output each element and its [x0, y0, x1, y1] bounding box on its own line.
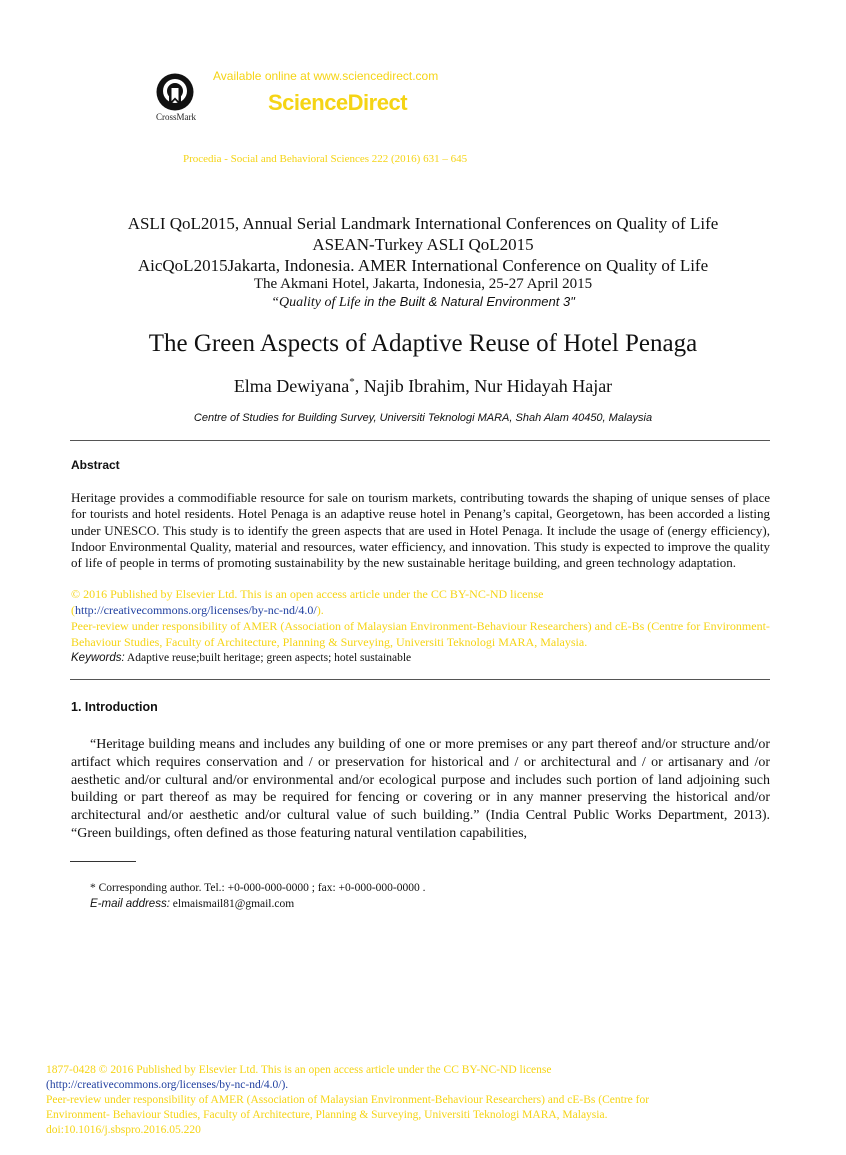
- email-note: [90, 898, 294, 910]
- bottom-license-line: 1877-0428 © 2016 Published by Elsevier Ltd. This is an open access article under the CC BY-NC-ND license: [46, 1064, 552, 1076]
- crossmark-icon[interactable]: [155, 72, 195, 112]
- introduction-text: “Heritage building means and includes any building of one or more premises or any part thereof and/or structure and/or artifact which requires conservation and / or preservation for historical and / or architectural and / or artisanary and /or aesthetic and/or cultural and/or environmental and/or ecological purpose and includes such portion of land adjoining such building or part thereof as may be required for fencing or covering or in any manner preserving the historical and/or architectural and/or aesthetic and/or cultural value of such building.” (India Central Public Works Department, 2013). “Green buildings, often defined as those featuring natural ventilation capabilities,: [71, 737, 770, 841]
- email-label: E-mail address:: [90, 898, 170, 910]
- introduction-heading: 1. Introduction: [71, 700, 158, 714]
- conference-venue: The Akmani Hotel, Jakarta, Indonesia, 25-27 April 2015: [253, 276, 593, 292]
- license-url-line: (http://creativecommons.org/licenses/by-nc-nd/4.0/).: [71, 603, 324, 617]
- corresponding-author-note: * Corresponding author. Tel.: +0-000-000-0000 ; fax: +0-000-000-0000 .: [90, 882, 426, 894]
- author-list: [0, 376, 846, 397]
- conference-theme-part2: in the Built & Natural Environment 3": [360, 294, 575, 309]
- keywords-values: Adaptive reuse;built heritage; green aspects; hotel sustainable: [124, 652, 412, 664]
- keywords-line: [71, 652, 411, 664]
- paper-title: The Green Aspects of Adaptive Reuse of Hotel Penaga: [148, 330, 698, 357]
- peer-review-note: Peer-review under responsibility of AMER (Association of Malaysian Environment-Behaviour Researchers) and cE-Bs (Centre for Environment- Behaviour Studies, Faculty of Architecture, Planning & Surveying, Universiti Teknologi MARA, Malaysia.: [71, 619, 770, 649]
- bottom-license-link[interactable]: (http://creativecommons.org/licenses/by-nc-nd/4.0/).: [46, 1079, 289, 1091]
- bottom-license-block: [46, 1063, 766, 1138]
- crossmark-label: CrossMark: [156, 112, 196, 122]
- abstract-text: Heritage provides a commodifiable resource for sale on tourism markets, contributing towards the shaping of unique senses of place for tourists and hotel residents. Hotel Penaga is an adaptive reuse hotel in Penang’s capital, Georgetown, has been accorded a listing under UNESCO. This study is to identify the green aspects that are used in Hotel Penaga. It include the usage of (energy efficiency), Indoor Environmental Quality, material and resources, water efficiency, and innovation. This study is expected to improve the quality of life of people in terms of promoting sustainability by the new sustainable heritage building, and green technology adaptation.: [71, 490, 770, 571]
- abstract-heading: Abstract: [71, 458, 120, 472]
- conference-theme: [0, 294, 846, 311]
- conference-line-2: ASEAN-Turkey ASLI QoL2015: [312, 235, 534, 254]
- conference-line-1: ASLI QoL2015, Annual Serial Landmark International Conferences on Quality of Life: [127, 214, 719, 233]
- author-1: Elma Dewiyana: [233, 376, 350, 396]
- divider: [70, 679, 770, 680]
- keywords-label: Keywords:: [71, 652, 125, 664]
- doi[interactable]: doi:10.1016/j.sbspro.2016.05.220: [46, 1124, 201, 1136]
- other-authors: , Najib Ibrahim, Nur Hidayah Hajar: [354, 376, 613, 396]
- divider: [70, 440, 770, 441]
- journal-reference: Procedia - Social and Behavioral Sciences 222 (2016) 631 – 645: [183, 153, 468, 165]
- footnote-divider: [70, 861, 136, 862]
- sciencedirect-logo[interactable]: ScienceDirect: [268, 90, 408, 115]
- available-online-text[interactable]: Available online at www.sciencedirect.com: [213, 69, 439, 83]
- license-line: © 2016 Published by Elsevier Ltd. This is an open access article under the CC BY-NC-ND license: [71, 587, 544, 601]
- license-block: [71, 586, 771, 650]
- corresponding-mark[interactable]: *: [349, 376, 355, 388]
- conference-line-3: AicQoL2015Jakarta, Indonesia. AMER International Conference on Quality of Life: [137, 256, 709, 275]
- conference-theme-part1: “Quality of Life: [271, 295, 361, 310]
- license-link[interactable]: http://creativecommons.org/licenses/by-nc-nd/4.0/: [75, 603, 317, 617]
- bottom-peer-review-line-2: Environment- Behaviour Studies, Faculty of Architecture, Planning & Surveying, Universiti Teknologi MARA, Malaysia.: [46, 1109, 608, 1121]
- email-address[interactable]: elmaismail81@gmail.com: [169, 898, 295, 910]
- bottom-peer-review-line: Peer-review under responsibility of AMER (Association of Malaysian Environment-Behaviour Researchers) and cE-Bs (Centre for: [46, 1094, 650, 1106]
- affiliation: Centre of Studies for Building Survey, Universiti Teknologi MARA, Shah Alam 40450, Malaysia: [193, 412, 653, 424]
